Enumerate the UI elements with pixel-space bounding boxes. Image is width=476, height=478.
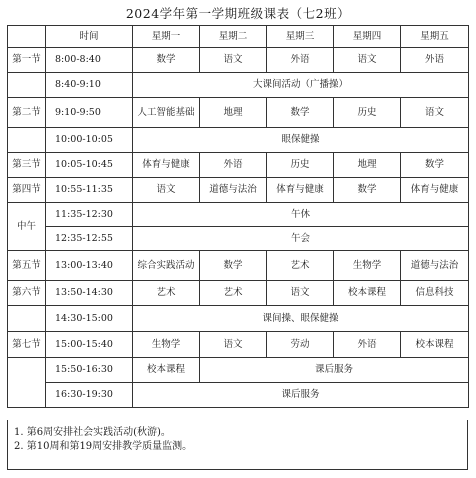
activity-cell: 午休 — [133, 203, 469, 227]
period-label: 第五节 — [8, 251, 46, 281]
time-cell: 15:50-16:30 — [46, 358, 133, 383]
period-label: 第二节 — [8, 98, 46, 128]
activity-cell: 课间操、眼保健操 — [133, 306, 469, 332]
table-row — [8, 128, 469, 153]
time-cell: 14:30-15:00 — [46, 306, 133, 332]
header-time: 时间 — [46, 26, 133, 48]
time-cell: 16:30-19:30 — [46, 383, 133, 408]
course-cell: 综合实践活动 — [133, 251, 200, 281]
course-cell: 地理 — [334, 153, 401, 178]
time-cell: 13:50-14:30 — [46, 281, 133, 306]
period-label-empty — [8, 358, 46, 408]
time-cell: 10:55-11:35 — [46, 178, 133, 203]
course-cell: 体育与健康 — [267, 178, 334, 203]
period-label: 第四节 — [8, 178, 46, 203]
activity-cell: 课后服务 — [200, 358, 469, 383]
header-fri: 星期五 — [401, 26, 469, 48]
notes-box — [7, 420, 468, 470]
time-cell: 11:35-12:30 — [46, 203, 133, 227]
page-title: 2024学年第一学期班级课表（七2班） — [125, 6, 351, 21]
course-cell: 劳动 — [267, 332, 334, 358]
course-cell: 数学 — [133, 48, 200, 73]
course-cell: 体育与健康 — [401, 178, 469, 203]
time-cell: 10:00-10:05 — [46, 128, 133, 153]
course-cell: 数学 — [401, 153, 469, 178]
header-row — [8, 26, 469, 48]
table-row — [8, 332, 469, 358]
period-label: 第七节 — [8, 332, 46, 358]
activity-cell: 眼保健操 — [133, 128, 469, 153]
course-cell: 语文 — [200, 48, 267, 73]
course-cell: 体育与健康 — [133, 153, 200, 178]
period-label: 第一节 — [8, 48, 46, 73]
course-cell: 数学 — [267, 98, 334, 128]
table-row — [8, 281, 469, 306]
period-label: 第六节 — [8, 281, 46, 306]
course-cell: 校本课程 — [133, 358, 200, 383]
course-cell: 生物学 — [133, 332, 200, 358]
table-row — [8, 383, 469, 408]
header-wed: 星期三 — [267, 26, 334, 48]
course-cell: 外语 — [200, 153, 267, 178]
course-cell: 数学 — [334, 178, 401, 203]
course-cell: 历史 — [334, 98, 401, 128]
course-cell: 校本课程 — [401, 332, 469, 358]
activity-cell: 大课间活动（广播操） — [133, 73, 469, 98]
table-row — [8, 203, 469, 227]
time-cell: 9:10-9:50 — [46, 98, 133, 128]
period-label: 第三节 — [8, 153, 46, 178]
period-label: 中午 — [8, 203, 46, 251]
course-cell: 艺术 — [133, 281, 200, 306]
table-row — [8, 358, 469, 383]
header-mon: 星期一 — [133, 26, 200, 48]
table-row — [8, 153, 469, 178]
course-cell: 道德与法治 — [401, 251, 469, 281]
table-row — [8, 178, 469, 203]
time-cell: 12:35-12:55 — [46, 227, 133, 251]
table-row — [8, 306, 469, 332]
course-cell: 语文 — [200, 332, 267, 358]
period-label-empty — [8, 128, 46, 153]
activity-cell: 课后服务 — [133, 383, 469, 408]
timetable — [7, 25, 469, 408]
table-row — [8, 48, 469, 73]
header-thu: 星期四 — [334, 26, 401, 48]
course-cell: 校本课程 — [334, 281, 401, 306]
time-cell: 8:00-8:40 — [46, 48, 133, 73]
time-cell: 13:00-13:40 — [46, 251, 133, 281]
course-cell: 语文 — [267, 281, 334, 306]
table-row — [8, 98, 469, 128]
course-cell: 外语 — [401, 48, 469, 73]
course-cell: 生物学 — [334, 251, 401, 281]
time-cell: 10:05-10:45 — [46, 153, 133, 178]
course-cell: 语文 — [401, 98, 469, 128]
header-tue: 星期二 — [200, 26, 267, 48]
header-corner — [8, 26, 46, 48]
activity-cell: 午会 — [133, 227, 469, 251]
table-row — [8, 251, 469, 281]
time-cell: 15:00-15:40 — [46, 332, 133, 358]
course-cell: 艺术 — [200, 281, 267, 306]
note-line: 2. 第10周和第19周安排教学质量监测。 — [14, 441, 193, 452]
course-cell: 人工智能基础 — [133, 98, 200, 128]
course-cell: 历史 — [267, 153, 334, 178]
note-line: 1. 第6周安排社会实践活动(秋游)。 — [14, 427, 171, 438]
course-cell: 外语 — [267, 48, 334, 73]
course-cell: 道德与法治 — [200, 178, 267, 203]
course-cell: 艺术 — [267, 251, 334, 281]
course-cell: 外语 — [334, 332, 401, 358]
course-cell: 语文 — [334, 48, 401, 73]
course-cell: 数学 — [200, 251, 267, 281]
period-label-empty — [8, 306, 46, 332]
course-cell: 语文 — [133, 178, 200, 203]
table-row — [8, 73, 469, 98]
time-cell: 8:40-9:10 — [46, 73, 133, 98]
period-label-empty — [8, 73, 46, 98]
table-row — [8, 227, 469, 251]
course-cell: 信息科技 — [401, 281, 469, 306]
course-cell: 地理 — [200, 98, 267, 128]
